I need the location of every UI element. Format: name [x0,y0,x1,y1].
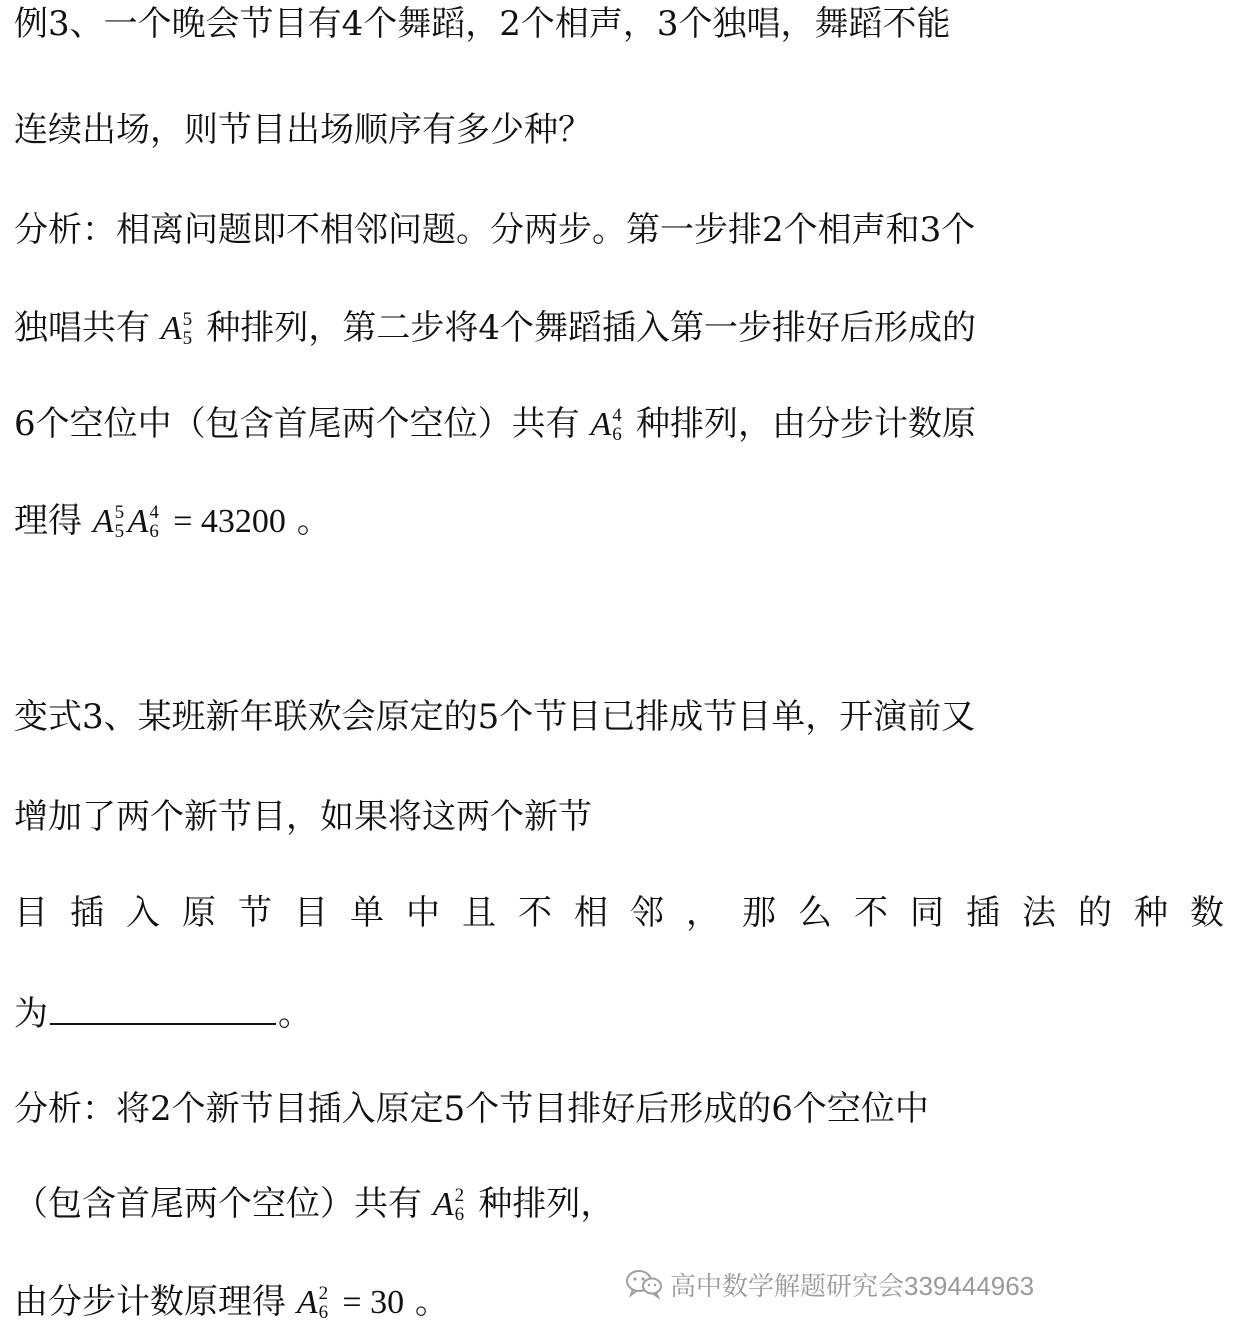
variant-analysis-text-3a: 由分步计数原理得 [14,1282,286,1322]
example-analysis-text-1: 分析：相离问题即不相邻问题。分两步。第一步排2个相声和3个 [14,210,976,250]
example-analysis-text-4a: 理得 [14,501,82,541]
variant-title-line-2 [14,797,592,837]
permutation-term-a64-result: A 4 6 [127,502,159,542]
example-title-line-2 [14,110,592,150]
example-title-line-1 [14,4,951,44]
wechat-icon [624,1268,664,1309]
variant-question-text-2: 增加了两个新节目，如果将这两个新节 [14,797,592,837]
variant-title-line-3 [14,893,1246,933]
answer-blank [50,993,276,1025]
example-analysis-line-1 [14,210,975,250]
permutation-term-a62-result: A 2 6 [296,1283,329,1323]
example-analysis-text-2a: 独唱共有 [14,308,150,348]
variant-question-text-3: 目插入原节目单中且不相邻，那么不同插法的种数 [14,893,1246,933]
variant-result-equation: = 30 [342,1284,405,1321]
example-result-equation: = 43200 [173,503,286,540]
variant-title-line-1 [14,697,975,737]
example-analysis-line-4 [14,501,331,542]
example-analysis-line-3 [14,404,976,445]
variant-analysis-text-2b: 种排列， [478,1184,615,1224]
example-analysis-text-2b: 种排列，第二步将4个舞蹈插入第一步排好后形成的 [206,308,977,348]
variant-analysis-text-1: 分析：将2个新节目插入原定5个节目排好后形成的6个空位中 [14,1089,929,1129]
variant-question-text-4a: 为 [14,994,48,1034]
permutation-term-a64: A 4 6 [590,405,622,445]
variant-analysis-line-3 [14,1282,449,1323]
watermark [624,1266,1034,1306]
variant-analysis-line-2 [14,1184,614,1225]
permutation-term-a55-result: A 5 5 [92,502,125,542]
example-analysis-text-3a: 6个空位中（包含首尾两个空位）共有 [14,404,580,444]
variant-analysis-text-2a: （包含首尾两个空位）共有 [14,1184,422,1224]
variant-analysis-line-1 [14,1089,929,1129]
watermark-text: 高中数学解题研究会339444963 [670,1271,1035,1301]
variant-analysis-text-3b: 。 [414,1282,449,1322]
example-analysis-line-2 [14,308,976,349]
example-analysis-text-3b: 种排列，由分步计数原 [636,404,977,444]
permutation-term-a55: A 5 5 [160,309,193,349]
permutation-term-a62: A 2 6 [432,1185,465,1225]
example-question-text-2: 连续出场，则节目出场顺序有多少种？ [14,110,592,150]
variant-title-line-4 [14,993,312,1034]
variant-question-text-4b: 。 [278,994,312,1034]
example-analysis-text-4b: 。 [296,501,331,541]
variant-question-text-1: 变式3、某班新年联欢会原定的5个节目已排成节目单，开演前又 [14,697,976,737]
example-question-text-1: 例3、一个晚会节目有4个舞蹈，2个相声，3个独唱，舞蹈不能 [14,4,951,44]
